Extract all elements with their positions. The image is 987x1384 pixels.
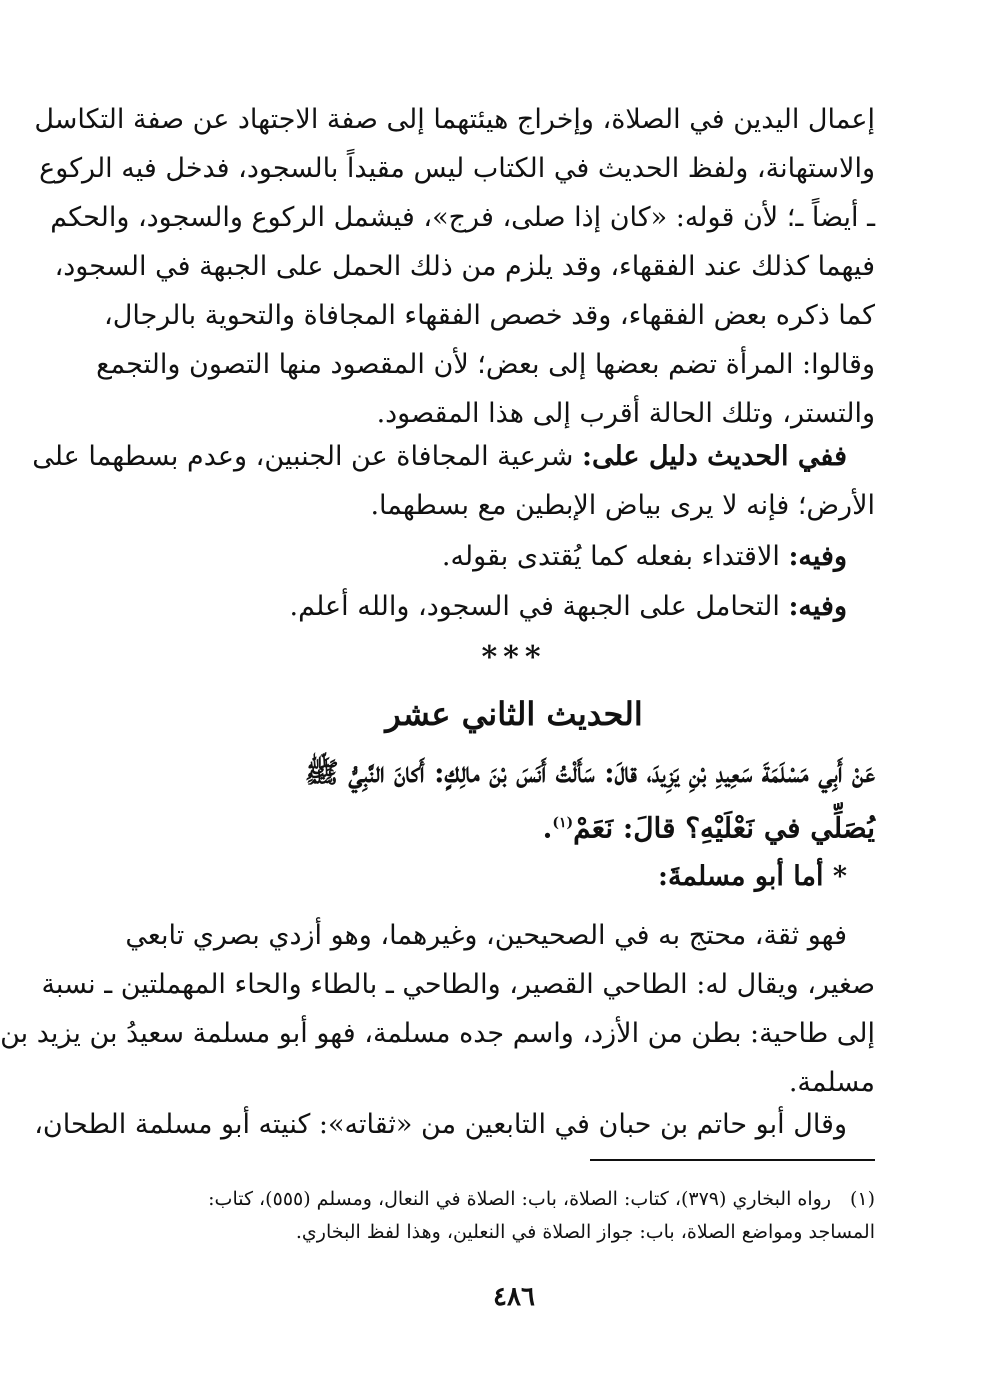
text-span: الاقتداء بفعله كما يُقتدى بقوله. (441, 541, 789, 572)
text-line (32, 432, 875, 481)
lead-phrase: وفيه: (788, 591, 847, 622)
paragraph-last (34, 1100, 875, 1149)
paragraph-3 (153, 532, 875, 581)
footnote (153, 1183, 875, 1249)
hadith-text (145, 748, 875, 848)
text-line: والتستر، وتلك الحالة أقرب إلى هذا المقصود. (376, 398, 875, 429)
subheading: * أما أبو مسلمةَ: (657, 861, 847, 892)
footnote-ref: (١) (552, 815, 574, 831)
footnote-divider (590, 1159, 875, 1161)
text-line: فهو ثقة، محتج به في الصحيحين، وغيرهما، وهو أزدي بصري تابعي (125, 920, 847, 951)
text-line: وقالوا: المرأة تضم بعضها إلى بعض؛ لأن المقصود منها التصون والتجمع (96, 349, 875, 380)
footnote-line: المساجد ومواضع الصلاة، باب: جواز الصلاة في النعلين، وهذا لفظ البخاري. (295, 1221, 875, 1243)
hadith-span: . (542, 811, 553, 845)
text-line: ـ أيضاً ـ؛ لأن قوله: «كان إذا صلى، فرج»، فيشمل الركوع والسجود، والحكم (50, 202, 875, 233)
section-separator: *** (481, 640, 547, 675)
text-line (153, 582, 875, 631)
text-line: إعمال اليدين في الصلاة، وإخراج هيئتهما إلى صفة الاجتهاد عن صفة التكاسل (34, 104, 875, 135)
lead-phrase: ففي الحديث دليل على: (582, 441, 847, 472)
paragraph-4 (153, 582, 875, 631)
text-span: شرعية المجافاة عن الجنبين، وعدم بسطهما على (32, 441, 582, 472)
paragraph-bio (0, 911, 875, 1107)
text-line: وقال أبو حاتم بن حبان في التابعين من «ثقاته»: كنيته أبو مسلمة الطحان، (34, 1109, 847, 1140)
text-line: فيهما كذلك عند الفقهاء، وقد يلزم من ذلك الحمل على الجبهة في السجود، (54, 251, 875, 282)
hadith-line (145, 798, 875, 848)
hadith-line: عَنْ أَبِي مَسْلَمَةَ سَعِيدِ بْنِ يَزِيدَ، قالَ: سَأَلْتُ أَنَسَ بْنَ مالِكٍ: أَكانَ النَّبِيُّ ﷺ (304, 756, 875, 789)
text-line: كما ذكره بعض الفقهاء، وقد خصص الفقهاء المجافاة والتحوية بالرجال، (104, 300, 875, 331)
paragraph-1 (34, 95, 875, 438)
text-line: والاستهانة، ولفظ الحديث في الكتاب ليس مقيداً بالسجود، فدخل فيه الركوع (39, 153, 875, 184)
lead-phrase: وفيه: (788, 541, 847, 572)
text-line: صغير، ويقال له: الطاحي القصير، والطاحي ـ بالطاء والحاء المهملتين ـ نسبة (41, 969, 875, 1000)
footnote-text: رواه البخاري (٣٧٩)، كتاب: الصلاة، باب: الصلاة في النعال، ومسلم (٥٥٥)، كتاب: (208, 1188, 831, 1210)
hadith-span: يُصَلِّي في نَعْلَيْهِ؟ قالَ: نَعَمْ (573, 811, 875, 845)
section-heading: الحديث الثاني عشر (385, 695, 643, 733)
text-line (153, 532, 875, 581)
page-number: ٤٨٦ (493, 1282, 535, 1312)
text-span: التحامل على الجبهة في السجود، والله أعلم. (289, 591, 789, 622)
footnote-number: (١) (849, 1188, 875, 1210)
paragraph-2 (32, 432, 875, 530)
text-line: الأرض؛ فإنه لا يرى بياض الإبطين مع بسطهما. (370, 490, 875, 521)
text-line: إلى طاحية: بطن من الأزد، واسم جده مسلمة، فهو أبو مسلمة سعيدُ بن يزيد بن (0, 1018, 875, 1049)
subheading-block (153, 852, 875, 901)
footnote-line (153, 1183, 875, 1216)
text-line: مسلمة. (788, 1067, 875, 1098)
